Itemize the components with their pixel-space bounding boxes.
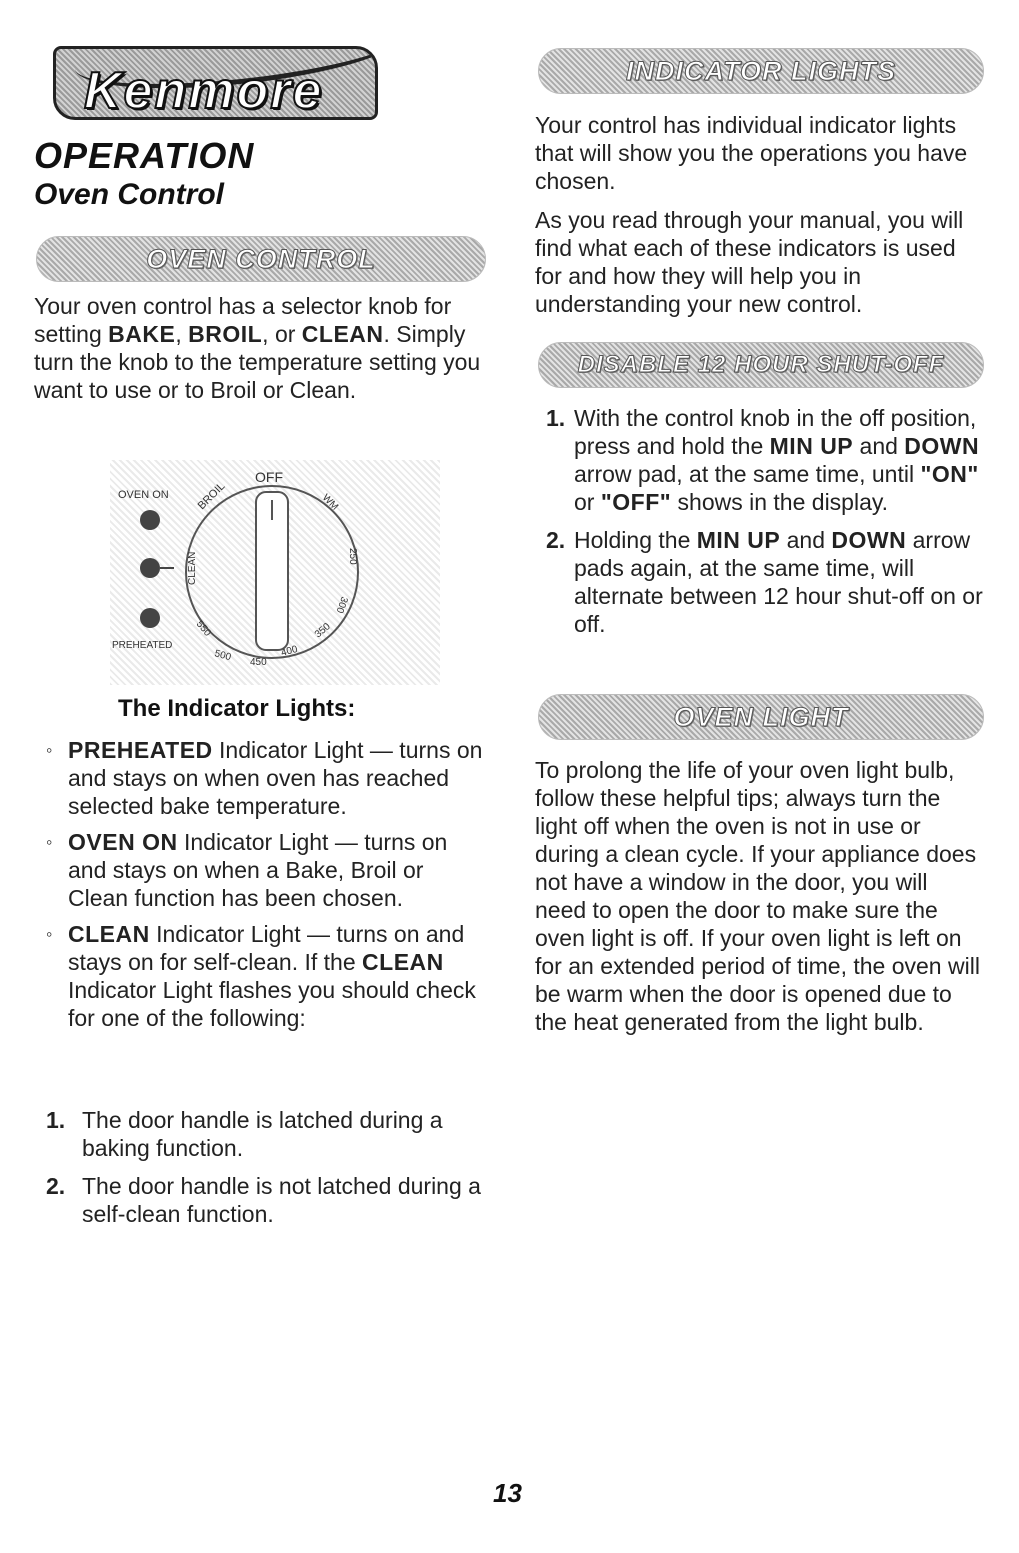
logo-text: Kenmore — [84, 62, 324, 120]
indicator-lights-banner — [538, 48, 984, 94]
oven-dial-illustration — [110, 460, 440, 685]
list-item-oven-on: ◦ OVEN ON Indicator Light — turns on and stays on when a Bake, Broil or Clean function has been chosen. — [46, 828, 486, 912]
clean-light-icon — [140, 558, 160, 578]
keyword-clean: CLEAN — [301, 321, 384, 347]
list-item: 2. Holding the MIN UP and DOWN arrow pads again, at the same time, will alternate between 12 hour shut-off on or off. — [546, 527, 983, 637]
dial-label-250: 250 — [347, 548, 358, 565]
list-item-clean: ◦ CLEAN Indicator Light — turns on and stays on for self-clean. If the CLEAN Indicator Light flashes you should check for one of the following: — [46, 920, 486, 1032]
dial-label-broil: BROIL — [195, 480, 228, 513]
section-subtitle: Oven Control — [34, 178, 225, 211]
disable-shutoff-banner-label: DISABLE 12 HOUR SHUT-OFF — [577, 351, 945, 378]
oven-light-banner-label: OVEN LIGHT — [673, 701, 849, 732]
preheated-light-icon — [140, 608, 160, 628]
clean-checklist — [46, 1106, 486, 1238]
oven-light-banner — [538, 694, 984, 740]
oven-on-light-icon — [140, 510, 160, 530]
dial-label-preheated: PREHEATED — [112, 640, 173, 651]
dial-label-wm: WM — [319, 492, 341, 513]
dial-label-550: 550 — [193, 618, 213, 639]
keyword-bake: BAKE — [108, 321, 176, 347]
indicator-lights-banner-label: INDICATOR LIGHTS — [626, 55, 896, 86]
page-number: 13 — [493, 1478, 522, 1508]
oven-control-intro: Your oven control has a selector knob for setting BAKE, BROIL, or CLEAN. Simply turn the knob to the temperature setting you want to use or to Broil or Clean. — [34, 293, 481, 403]
oven-control-banner-label: OVEN CONTROL — [146, 243, 376, 274]
dial-label-oven-on: OVEN ON — [118, 489, 169, 501]
dial-label-500: 500 — [213, 648, 233, 664]
indicator-lights-para-2: As you read through your manual, you will find what each of these indicators is used for and how they will help you in understanding your new control. — [535, 207, 964, 317]
section-title: OPERATION — [34, 135, 255, 176]
list-item-preheated: ◦ PREHEATED Indicator Light — turns on and stays on when oven has reached selected bake temperature. — [46, 736, 486, 820]
oven-light-para: To prolong the life of your oven light bulb, follow these helpful tips; always turn the light off when the oven is not in use or during a clean cycle. If your appliance does not have a window in the door, you will need to open the door to make sure the oven light is off. If your oven light is left on for an extended period of time, the oven will be warm when the door is opened due to the heat generated from the light bulb. — [535, 757, 980, 1035]
dial-label-off: OFF — [255, 469, 283, 485]
indicator-lights-list — [46, 736, 486, 1040]
keyword-broil: BROIL — [188, 321, 263, 347]
disable-shutoff-banner — [538, 342, 984, 388]
dial-label-350: 350 — [312, 621, 333, 641]
oven-dial-svg — [110, 460, 440, 685]
list-item: 1. With the control knob in the off position, press and hold the MIN UP and DOWN arrow pad, at the same time, until "ON" or "OFF" shows in the display. — [546, 405, 980, 515]
dial-label-300: 300 — [333, 594, 350, 615]
list-item: 1. The door handle is latched during a baking function. — [46, 1107, 443, 1161]
kenmore-logo — [53, 46, 378, 120]
dial-label-400: 400 — [279, 643, 299, 659]
dial-label-clean: CLEAN — [187, 551, 198, 585]
dial-label-450: 450 — [250, 657, 267, 668]
list-item: 2. The door handle is not latched during a self-clean function. — [46, 1173, 481, 1227]
disable-shutoff-steps — [546, 404, 986, 648]
indicator-lights-para-1: Your control has individual indicator lights that will show you the operations you have chosen. — [535, 112, 968, 194]
oven-control-banner — [36, 236, 486, 282]
indicator-lights-heading: The Indicator Lights: — [118, 695, 356, 722]
